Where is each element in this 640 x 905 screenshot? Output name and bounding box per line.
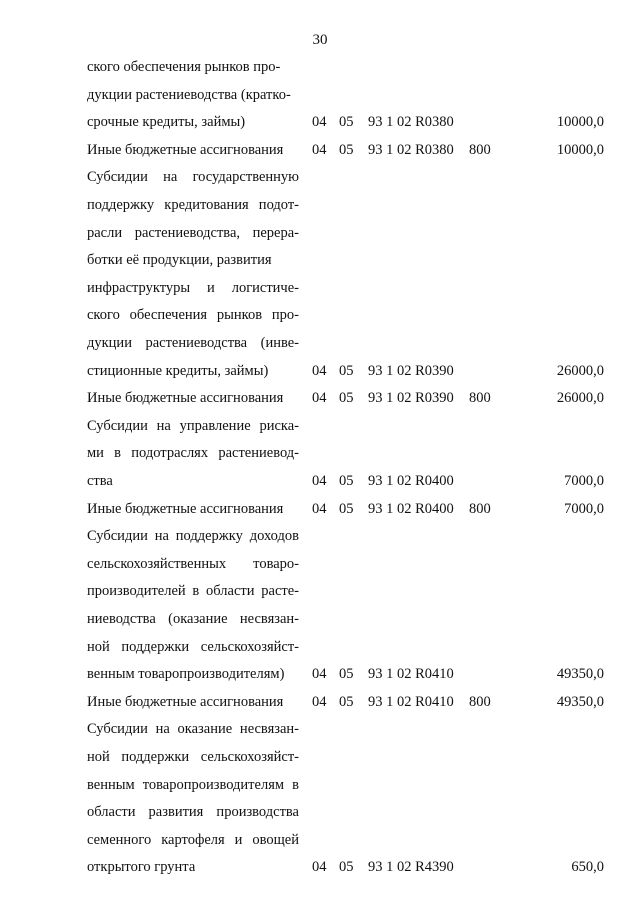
section-code: 04	[312, 859, 327, 876]
table-row	[0, 772, 640, 798]
row-description: Субсидии на управление риска-	[87, 417, 299, 434]
table-row	[0, 468, 640, 494]
table-row	[0, 82, 640, 108]
amount: 10000,0	[556, 114, 604, 131]
row-description: производителей в области расте-	[87, 583, 299, 600]
row-description: Субсидии на государственную	[87, 169, 299, 186]
subsection-code: 05	[339, 473, 354, 489]
table-row	[0, 744, 640, 770]
amount: 26000,0	[556, 390, 604, 407]
row-description: инфраструктуры и логистиче-	[87, 279, 299, 296]
row-description: дукции растениеводства (инве-	[87, 335, 299, 351]
target-article-code: 93 1 02 R0410	[368, 666, 454, 683]
row-description: Иные бюджетные ассигнования	[87, 390, 284, 407]
expense-type-code: 800	[469, 390, 491, 407]
subsection-code: 05	[339, 362, 354, 379]
row-description: семенного картофеля и овощей	[87, 831, 299, 848]
target-article-code: 93 1 02 R0400	[368, 473, 454, 489]
subsection-code: 05	[339, 666, 354, 683]
expense-type-code: 800	[469, 693, 491, 710]
table-row	[0, 220, 640, 246]
table-row	[0, 689, 640, 715]
table-row	[0, 606, 640, 632]
row-description: расли растениеводства, перера-	[87, 224, 299, 241]
amount: 650,0	[571, 859, 604, 876]
target-article-code: 93 1 02 R4390	[368, 859, 454, 876]
table-row	[0, 799, 640, 825]
row-description: ной поддержки сельскохозяйст-	[87, 749, 299, 765]
target-article-code: 93 1 02 R0400	[368, 500, 454, 517]
page-number: 30	[312, 32, 328, 48]
table-row	[0, 109, 640, 135]
row-description: стиционные кредиты, займы)	[87, 362, 269, 379]
amount: 10000,0	[556, 141, 604, 158]
table-row	[0, 54, 640, 80]
table-row	[0, 523, 640, 549]
row-description: Иные бюджетные ассигнования	[87, 500, 284, 517]
row-description: области развития производства	[87, 804, 299, 821]
subsection-code: 05	[339, 390, 354, 407]
row-description: ства	[87, 473, 113, 489]
row-description: поддержку кредитования подот-	[87, 197, 299, 213]
row-description: ботки её продукции, развития	[87, 252, 272, 269]
table-row	[0, 551, 640, 577]
section-code: 04	[312, 141, 327, 158]
table-row	[0, 634, 640, 660]
row-description: ского обеспечения рынков про-	[87, 307, 299, 324]
target-article-code: 93 1 02 R0380	[368, 114, 454, 131]
row-description: венным товаропроизводителям)	[87, 666, 285, 683]
table-row	[0, 137, 640, 163]
amount: 7000,0	[564, 473, 604, 489]
section-code: 04	[312, 362, 327, 379]
row-description: Иные бюджетные ассигнования	[87, 141, 284, 158]
subsection-code: 05	[339, 859, 354, 876]
table-row	[0, 302, 640, 328]
table-row	[0, 440, 640, 466]
subsection-code: 05	[339, 114, 354, 131]
amount: 49350,0	[556, 666, 604, 683]
table-row	[0, 164, 640, 190]
row-description: ной поддержки сельскохозяйст-	[87, 638, 299, 655]
row-description: ниеводства (оказание несвязан-	[87, 611, 299, 627]
section-code: 04	[312, 693, 327, 710]
amount: 49350,0	[556, 693, 604, 710]
row-description: открытого грунта	[87, 859, 196, 876]
subsection-code: 05	[339, 141, 354, 158]
table-row	[0, 247, 640, 273]
target-article-code: 93 1 02 R0390	[368, 390, 454, 407]
table-row	[0, 827, 640, 853]
table-row	[0, 716, 640, 742]
table-row	[0, 413, 640, 439]
row-description: дукции растениеводства (кратко-	[87, 86, 291, 103]
table-row	[0, 496, 640, 522]
subsection-code: 05	[339, 500, 354, 517]
row-description: ского обеспечения рынков про-	[87, 59, 281, 75]
target-article-code: 93 1 02 R0410	[368, 693, 454, 710]
table-row	[0, 330, 640, 356]
section-code: 04	[312, 114, 327, 131]
table-row	[0, 358, 640, 384]
row-description: Субсидии на оказание несвязан-	[87, 721, 299, 738]
expense-type-code: 800	[469, 141, 491, 158]
amount: 26000,0	[556, 362, 604, 379]
row-description: сельскохозяйственных товаро-	[87, 555, 299, 572]
table-row	[0, 385, 640, 411]
row-description: срочные кредиты, займы)	[87, 114, 246, 131]
section-code: 04	[312, 473, 327, 489]
subsection-code: 05	[339, 693, 354, 710]
row-description: венным товаропроизводителям в	[87, 776, 299, 793]
table-row	[0, 275, 640, 301]
row-description: Иные бюджетные ассигнования	[87, 693, 284, 710]
table-row	[0, 578, 640, 604]
target-article-code: 93 1 02 R0380	[368, 141, 454, 158]
row-description: ми в подотраслях растениевод-	[87, 445, 299, 462]
section-code: 04	[312, 390, 327, 407]
table-row	[0, 661, 640, 687]
section-code: 04	[312, 666, 327, 683]
expense-type-code: 800	[469, 500, 491, 517]
table-row	[0, 854, 640, 880]
row-description: Субсидии на поддержку доходов	[87, 528, 299, 545]
target-article-code: 93 1 02 R0390	[368, 362, 454, 379]
amount: 7000,0	[564, 500, 604, 517]
table-row	[0, 192, 640, 218]
section-code: 04	[312, 500, 327, 517]
